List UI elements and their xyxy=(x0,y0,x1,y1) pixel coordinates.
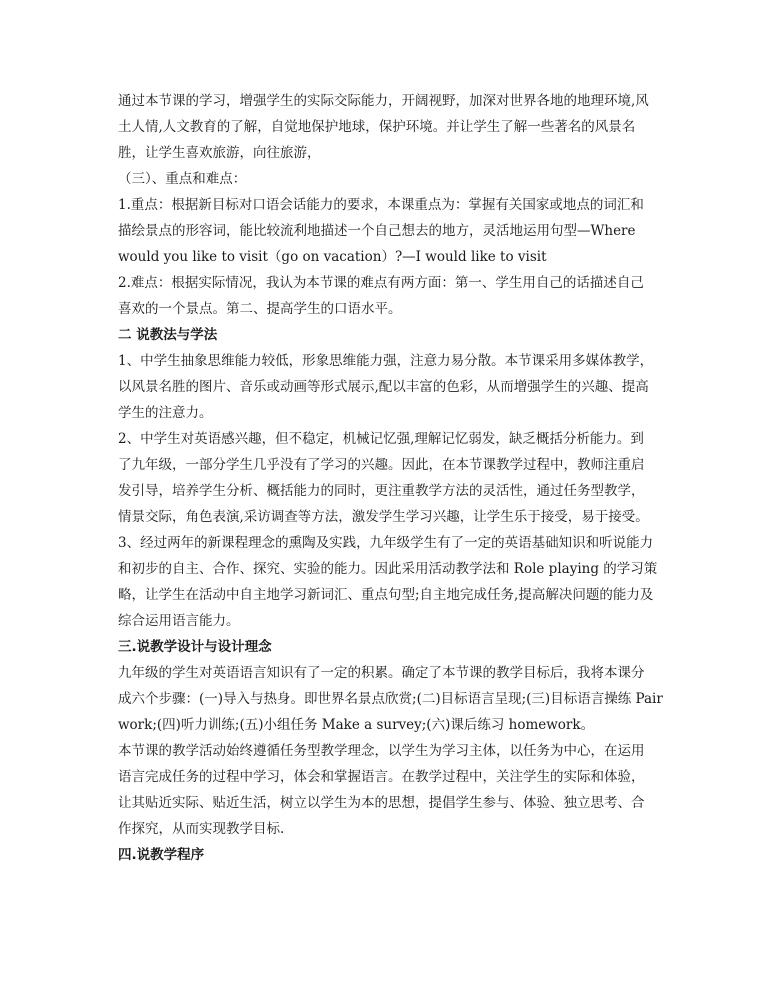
section-heading: 二 说教法与学法 xyxy=(118,327,218,343)
section-heading: 四.说教学程序 xyxy=(118,847,205,863)
paragraph-line: 以风景名胜的图片、音乐或动画等形式展示,配以丰富的色彩，从而增强学生的兴趣、提高 xyxy=(118,379,649,395)
paragraph-line: 1、中学生抽象思维能力较低，形象思维能力强，注意力易分散。本节课采用多媒体教学， xyxy=(118,353,654,369)
paragraph-line: 综合运用语言能力。 xyxy=(118,613,240,629)
paragraph-line: 2.难点：根据实际情况，我认为本节课的难点有两方面：第一、学生用自己的话描述自己 xyxy=(118,275,644,291)
paragraph-line: 和初步的自主、合作、探究、实验的能力。因此采用活动教学法和 Role playing 的学习策 xyxy=(118,561,658,577)
paragraph-line: 作探究，从而实现教学目标. xyxy=(118,821,285,837)
paragraph-line: 九年级的学生对英语语言知识有了一定的积累。确定了本节课的教学目标后，我将本课分 xyxy=(118,665,645,681)
paragraph-line: 让其贴近实际、贴近生活，树立以学生为本的思想，提倡学生参与、体验、独立思考、合 xyxy=(118,795,645,811)
paragraph-line: 学生的注意力。 xyxy=(118,405,213,421)
paragraph-line: 土人情,人文教育的了解，自觉地保护地球，保护环境。并让学生了解一些著名的风景名 xyxy=(118,119,636,135)
paragraph-line: would you like to visit（go on vacation）?—I would like to visit xyxy=(118,249,547,265)
paragraph-line: 语言完成任务的过程中学习，体会和掌握语言。在教学过程中，关注学生的实际和体验， xyxy=(118,769,645,785)
section-heading: 三.说教学设计与设计理念 xyxy=(118,639,272,655)
document-body xyxy=(118,88,663,868)
section-label: （三）、重点和难点： xyxy=(118,171,247,187)
paragraph-line: 略，让学生在活动中自主地学习新词汇、重点句型;自主地完成任务,提高解决问题的能力及 xyxy=(118,587,654,603)
paragraph-line: 描绘景点的形容词，能比较流利地描述一个自己想去的地方，灵活地运用句型—Where xyxy=(118,223,636,239)
paragraph-line: 3、经过两年的新课程理念的熏陶及实践，九年级学生有了一定的英语基础知识和听说能力 xyxy=(118,535,654,551)
paragraph-line: 1.重点：根据新目标对口语会话能力的要求，本课重点为：掌握有关国家或地点的词汇和 xyxy=(118,197,644,213)
paragraph-line: 本节课的教学活动始终遵循任务型教学理念，以学生为学习主体，以任务为中心，在运用 xyxy=(118,743,645,759)
paragraph-line: 胜，让学生喜欢旅游，向往旅游， xyxy=(118,145,321,161)
paragraph-line: 通过本节课的学习，增强学生的实际交际能力，开阔视野，加深对世界各地的地理环境,风 xyxy=(118,93,649,109)
paragraph-line: 发引导，培养学生分析、概括能力的同时，更注重教学方法的灵活性，通过任务型教学， xyxy=(118,483,645,499)
paragraph-line: 成六个步骤：(一)导入与热身。即世界名景点欣赏;(二)目标语言呈现;(三)目标语言操练 Pair xyxy=(118,691,663,707)
paragraph-line: 情景交际，角色表演,采访调查等方法，激发学生学习兴趣，让学生乐于接受，易于接受。 xyxy=(118,509,649,525)
paragraph-line: 喜欢的一个景点。第二、提高学生的口语水平。 xyxy=(118,301,402,317)
paragraph-line: 2、中学生对英语感兴趣，但不稳定，机械记忆强,理解记忆弱发，缺乏概括分析能力。到 xyxy=(118,431,644,447)
paragraph-line: work;(四)听力训练;(五)小组任务 Make a survey;(六)课后练习 homework。 xyxy=(118,717,595,733)
paragraph-line: 了九年级，一部分学生几乎没有了学习的兴趣。因此，在本节课教学过程中，教师注重启 xyxy=(118,457,645,473)
